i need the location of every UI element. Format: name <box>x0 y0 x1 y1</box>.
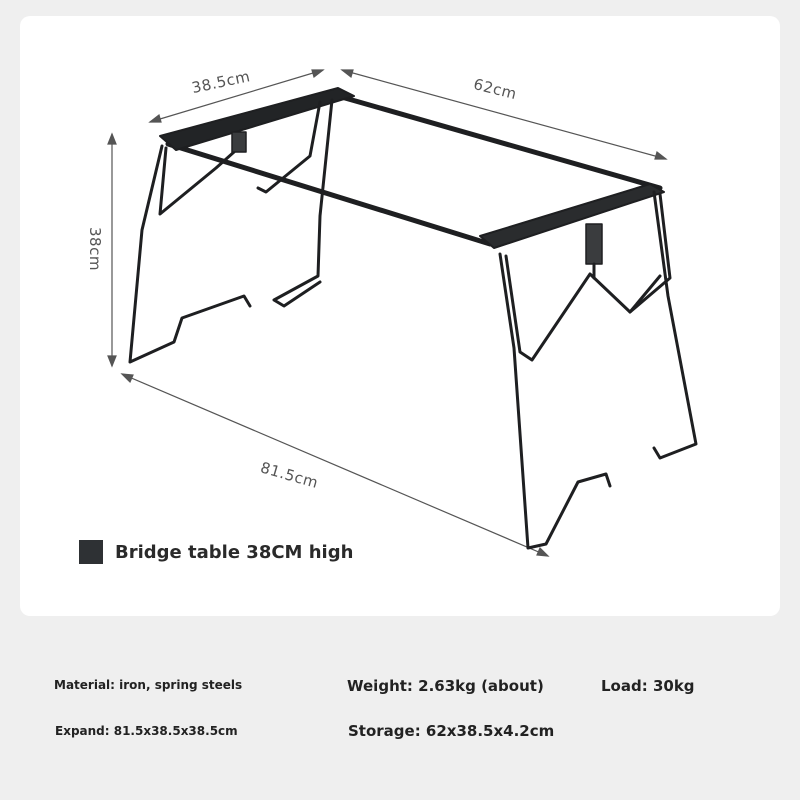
spec-material: Material: iron, spring steels <box>54 678 243 692</box>
spec-weight: Weight: 2.63kg (about) <box>347 677 544 695</box>
dim-label-expanded: 81.5cm <box>258 458 321 493</box>
dim-line-expanded <box>122 374 548 556</box>
product-card <box>20 16 780 616</box>
spec-expand: Expand: 81.5x38.5x38.5cm <box>55 724 238 738</box>
bridge-table-illustration <box>20 16 780 616</box>
dim-label-length: 62cm <box>471 75 519 104</box>
dim-label-height: 38cm <box>86 227 104 271</box>
legend <box>79 540 353 564</box>
legend-swatch <box>79 540 103 564</box>
spec-storage: Storage: 62x38.5x4.2cm <box>348 722 555 740</box>
legend-label: Bridge table 38CM high <box>115 541 354 563</box>
table-frame <box>130 88 696 548</box>
spec-load: Load: 30kg <box>601 677 695 695</box>
dim-label-top-width: 38.5cm <box>190 67 252 98</box>
